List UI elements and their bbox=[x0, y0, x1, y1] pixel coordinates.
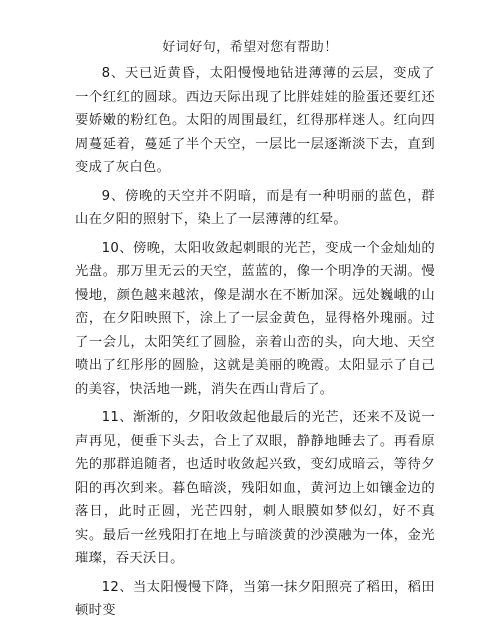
document-body bbox=[75, 62, 435, 628]
paragraph-12: 12、当太阳慢慢下降，当第一抹夕阳照亮了稻田，稻田顿时变 bbox=[75, 579, 435, 618]
paragraph-11: 11、渐渐的，夕阳收敛起他最后的光芒，还来不及说一声再见，便垂下头去，合上了双眼，静静地睡去了。再看原先的那群追随者，也适时收敛起兴致，变幻成暗云，等待夕阳的再次到来。暮色暗淡，残阳如血，黄河边上如镶金边的落日，此时正圆，光芒四射，刺人眼膜如梦似幻，好不真实。最后一丝残阳打在地上与暗淡黄的沙漠融为一体，金光璀璨，吞天沃日。 bbox=[75, 410, 435, 566]
paragraph-8: 8、天已近黄昏，太阳慢慢地钻进薄薄的云层，变成了一个红红的圆球。西边天际出现了比胖娃娃的脸蛋还要红还要娇嫩的粉红色。太阳的周围最红，红得那样迷人。红向四周蔓延着，蔓延了半个天空，一层比一层逐渐淡下去，直到变成了灰白色。 bbox=[75, 66, 435, 175]
paragraph-9: 9、傍晚的天空并不阴暗，而是有一种明丽的蓝色，群山在夕阳的照射下，染上了一层薄薄的红晕。 bbox=[75, 188, 435, 227]
page-header: 好词好句，希望对您有帮助！ bbox=[162, 40, 338, 55]
paragraph-10: 10、傍晚，太阳收敛起刺眼的光芒，变成一个金灿灿的光盘。那万里无云的天空，蓝蓝的，像一个明净的天湖。慢慢地，颜色越来越浓，像是湖水在不断加深。远处巍峨的山峦，在夕阳映照下，涂上了一层金黄色，显得格外瑰丽。过了一会儿，太阳笑红了圆脸，亲着山峦的头，向大地、天空喷出了红彤彤的圆脸，这就是美丽的晚霞。太阳显示了自己的美容，快活地一跳，消失在西山背后了。 bbox=[75, 240, 435, 397]
